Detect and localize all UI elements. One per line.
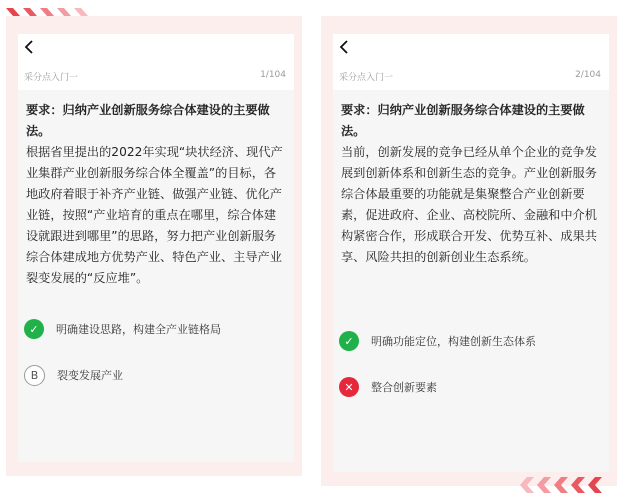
options-list <box>24 306 288 398</box>
passage-text: 当前，创新发展的竞争已经从单个企业的竞争发展到创新体系和创新生态的竞争。产业创新服务综合体最重要的功能就是集聚整合产业创新要素，促进政府、企业、高校院所、金融和中介机构紧密合作，形成联合开发、优势互补、成果共享、风险共担的创新创业生态系统。 <box>341 145 597 264</box>
chevron-left-icon <box>520 477 534 493</box>
option-a[interactable] <box>24 306 288 352</box>
top-nav <box>333 34 609 90</box>
question-content <box>333 90 609 268</box>
screen-frame-2 <box>321 16 617 486</box>
question-content <box>18 90 294 289</box>
chevron-left-icon <box>588 477 602 493</box>
chevron-left-icon <box>554 477 568 493</box>
back-arrow-icon[interactable] <box>24 40 40 56</box>
decor-chevrons-left <box>520 477 605 493</box>
option-text: 裂变发展产业 <box>57 369 123 382</box>
category-label: 采分点入门一 <box>24 73 79 83</box>
phone-screen <box>333 34 609 472</box>
check-icon: ✓ <box>24 319 44 339</box>
option-text: 整合创新要素 <box>371 381 437 394</box>
option-b[interactable] <box>24 352 288 398</box>
category-label: 采分点入门一 <box>339 73 394 83</box>
screen-frame-1 <box>6 16 302 476</box>
chevron-left-icon <box>537 477 551 493</box>
page-counter: 1/104 <box>260 70 286 80</box>
phone-screen <box>18 34 294 462</box>
requirement-text: 要求：归纳产业创新服务综合体建设的主要做法。 <box>26 103 270 138</box>
option-text: 明确建设思路，构建全产业链格局 <box>56 323 221 336</box>
option-text: 明确功能定位，构建创新生态体系 <box>371 335 536 348</box>
requirement-text: 要求：归纳产业创新服务综合体建设的主要做法。 <box>341 103 585 138</box>
option-letter-b: B <box>24 365 45 386</box>
option-a[interactable] <box>339 318 603 364</box>
back-arrow-icon[interactable] <box>339 40 355 56</box>
chevron-left-icon <box>571 477 585 493</box>
options-list <box>339 318 603 410</box>
check-icon: ✓ <box>339 331 359 351</box>
option-b[interactable] <box>339 364 603 410</box>
page-counter: 2/104 <box>575 70 601 80</box>
cross-icon: ✕ <box>339 377 359 397</box>
passage-text: 根据省里提出的2022年实现“块状经济、现代产业集群产业创新服务综合体全覆盖”的目标，各地政府着眼于补齐产业链、做强产业链、优化产业链，按照“产业培育的重点在哪里，综合体建设就跟进到哪里”的思路，努力把产业创新服务综合体建成地方优势产业、特色产业、主导产业裂变发展的“反应堆”。 <box>26 145 283 285</box>
top-nav <box>18 34 294 90</box>
